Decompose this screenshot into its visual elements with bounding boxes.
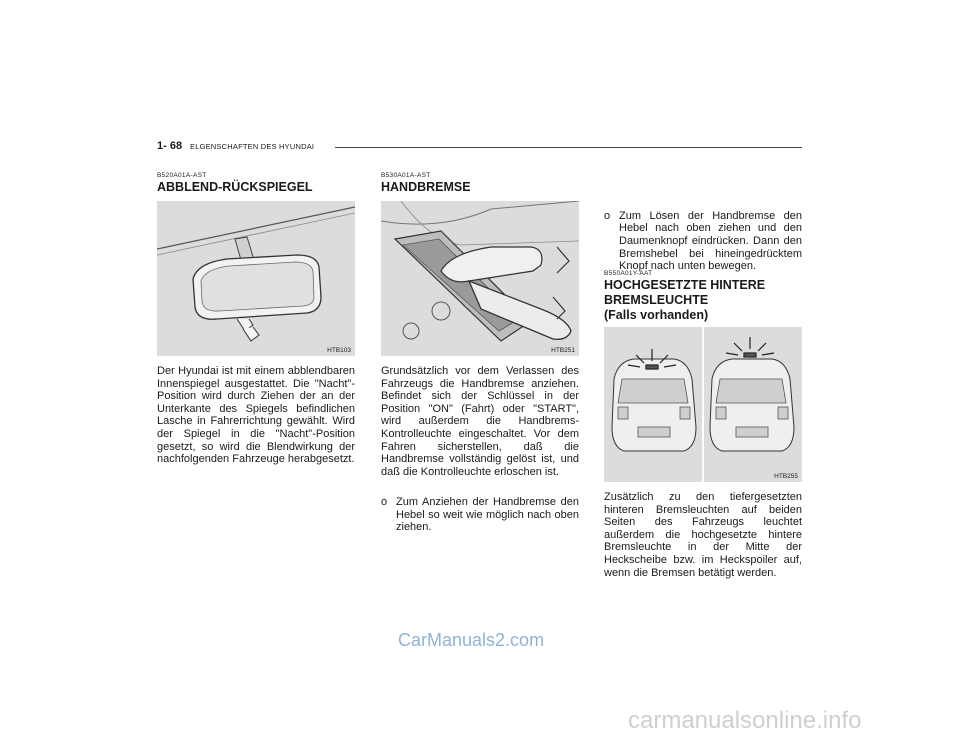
brakelight-figure [604,327,802,482]
footer-watermark: carmanualsonline.info [628,707,862,734]
handbrake-description: Grundsätzlich vor dem Verlassen des Fahrzeugs die Handbremse anziehen. Befindet sich der Schlüssel in der Position "ON" (Fahrt) oder "START", wird außerdem die Handbrems-Kontrolleuchte eingeschaltet. Vor dem Fahren sicherstellen, daß die Handbremse vollständig gelöst ist, und daß die Kontrolleuchte erloschen ist. [381,365,579,478]
figure-label: HTB255 [774,473,798,480]
mirror-description: Der Hyundai ist mit einem abblendbaren Innenspiegel ausgestattet. Die "Nacht"-Position wird durch Ziehen der an der Unterkante des Spiegels befindlichen Lasche in Fahrerrichtung gewählt. Wird der Spiegel in die "Nacht"-Position gesetzt, so wird die Blendwirkung der nachfolgenden Fahrzeuge herabgesetzt. [157,365,355,466]
bullet-text: Zum Lösen der Handbremse den Hebel nach oben ziehen und den Daumenknopf eindrücken. Dann den Bremshebel bei hineingedrücktem Knopf nach unten bewegen. [619,209,802,273]
section-code: B530A01A-AST [381,172,431,179]
section-heading: ABBLEND-RÜCKSPIEGEL [157,180,313,194]
section-heading: (Falls vorhanden) [604,308,709,322]
brakelight-description: Zusätzlich zu den tiefergesetzten hinteren Bremsleuchten auf beiden Seiten des Fahrzeugs leuchtet außerdem die hochgesetzte hintere Bremsleuchte in der Mitte der Heckscheibe bzw. im Heckspoiler auf, wenn die Bremsen betätigt werden. [604,491,802,579]
section-heading: HANDBREMSE [381,180,471,194]
column-handbrake [381,172,579,194]
section-heading: BREMSLEUCHTE [604,293,709,307]
handbrake-release-bullet [604,210,802,273]
figure-label: HTB251 [551,347,575,354]
bullet-mark: o [604,209,611,222]
mirror-illustration [157,201,355,356]
bullet-text: Zum Anziehen der Handbremse den Hebel so weit wie möglich nach oben ziehen. [396,496,579,534]
handbrake-apply-bullet [381,496,579,534]
section-code: B550A01Y-AAT [604,270,653,277]
page-number: 1- 68 [157,140,183,152]
handbrake-figure [381,201,579,356]
section-heading: HOCHGESETZTE HINTERE [604,278,766,292]
handbrake-illustration [381,201,579,356]
bullet-mark: o [381,496,388,508]
header-rule [335,147,802,148]
column-brakelight [604,270,802,322]
mirror-figure [157,201,355,356]
section-title: ELGENSCHAFTEN DES HYUNDAI [190,142,315,151]
column-mirror [157,172,355,194]
page-header [157,140,802,156]
watermark-link[interactable]: CarManuals2.com [398,630,545,650]
brakelight-illustration [604,327,802,482]
section-code: B520A01A-AST [157,172,207,179]
figure-label: HTB103 [327,347,351,354]
